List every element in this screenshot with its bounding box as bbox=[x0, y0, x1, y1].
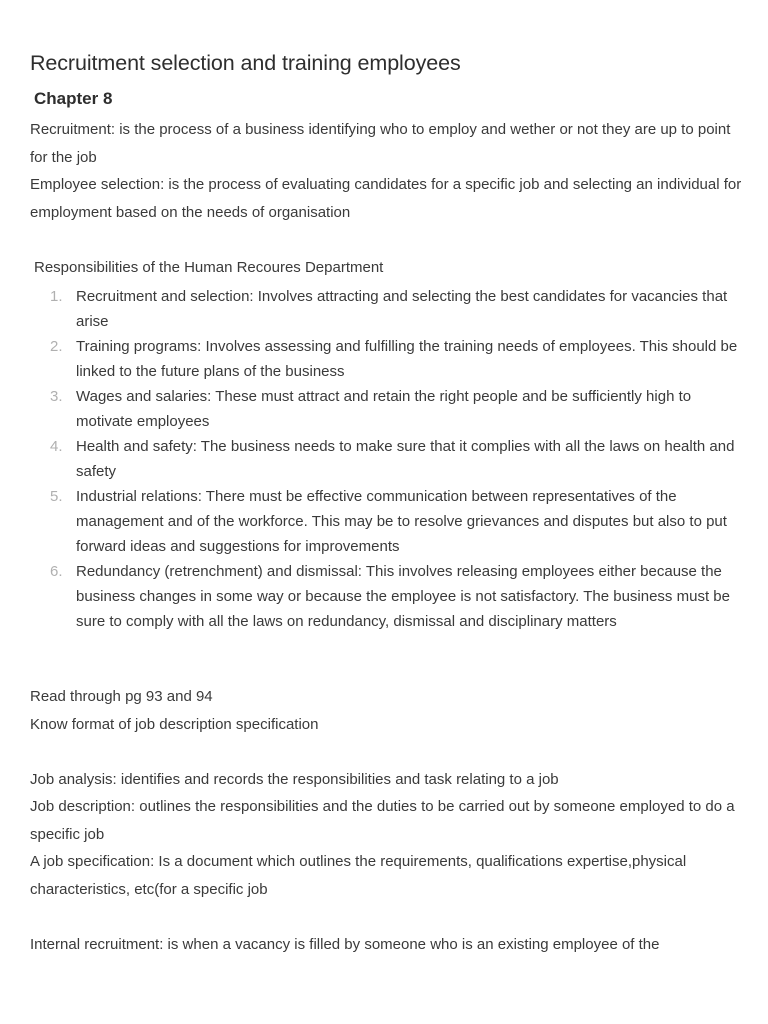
chapter-heading: Chapter 8 bbox=[34, 89, 113, 108]
recruitment-definition: Recruitment: is the process of a business identifying who to employ and wether or not they are up to point for the job bbox=[30, 121, 731, 166]
list-item bbox=[30, 384, 742, 434]
list-item-text: Health and safety: The business needs to make sure that it complies with all the laws on health and safety bbox=[76, 438, 735, 480]
list-item-text: Redundancy (retrenchment) and dismissal: This involves releasing employees either because the business changes in some way or because the employee is not satisfactory. The business must be sure to comply with all the laws on redundancy, dismissal and disciplinary matters bbox=[76, 563, 730, 630]
list-item bbox=[30, 334, 742, 384]
job-specification-definition: A job specification: Is a document which outlines the requirements, qualifications expertise,physical characteristics, etc(for a specific job bbox=[30, 853, 687, 898]
list-item-text: Training programs: Involves assessing and fulfilling the training needs of employees. This should be linked to the future plans of the business bbox=[76, 338, 738, 380]
list-number: 6. bbox=[50, 563, 63, 580]
list-item bbox=[30, 484, 742, 559]
list-item bbox=[30, 434, 742, 484]
list-item bbox=[30, 284, 742, 334]
list-number: 1. bbox=[50, 288, 63, 305]
list-number: 5. bbox=[50, 488, 63, 505]
list-number: 2. bbox=[50, 338, 63, 355]
note-know-format: Know format of job description specification bbox=[30, 716, 319, 733]
job-analysis-definition: Job analysis: identifies and records the responsibilities and task relating to a job bbox=[30, 771, 559, 788]
list-number: 3. bbox=[50, 388, 63, 405]
job-description-definition: Job description: outlines the responsibilities and the duties to be carried out by someone employed to do a specific job bbox=[30, 798, 735, 843]
employee-selection-definition: Employee selection: is the process of evaluating candidates for a specific job and selecting an individual for employment based on the needs of organisation bbox=[30, 176, 742, 221]
list-item bbox=[30, 559, 742, 634]
responsibilities-heading: Responsibilities of the Human Recoures Department bbox=[34, 259, 384, 276]
list-item-text: Industrial relations: There must be effective communication between representatives of the management and of the workforce. This may be to resolve grievances and disputes but also to put forward ideas and suggestions for improvements bbox=[76, 488, 727, 555]
list-number: 4. bbox=[50, 438, 63, 455]
list-item-text: Wages and salaries: These must attract and retain the right people and be sufficiently high to motivate employees bbox=[76, 388, 692, 430]
internal-recruitment-definition: Internal recruitment: is when a vacancy is filled by someone who is an existing employee of the bbox=[30, 936, 660, 953]
list-item-text: Recruitment and selection: Involves attracting and selecting the best candidates for vacancies that arise bbox=[76, 288, 728, 330]
page-title: Recruitment selection and training employees bbox=[30, 51, 461, 75]
note-read-pages: Read through pg 93 and 94 bbox=[30, 688, 213, 705]
responsibilities-list bbox=[30, 284, 742, 634]
